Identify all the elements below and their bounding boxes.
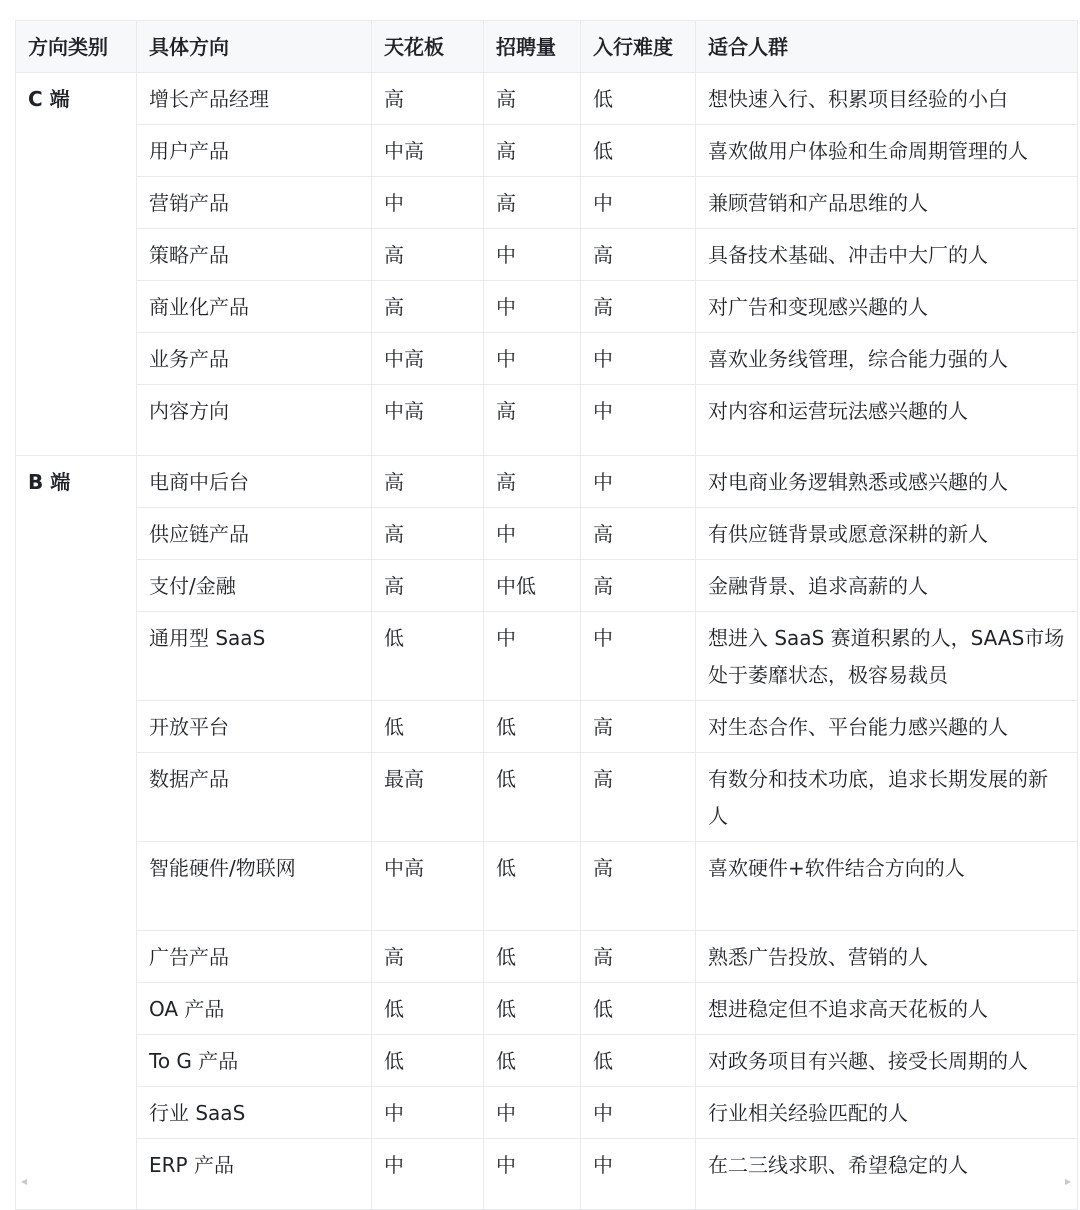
category-cell-b: B 端 xyxy=(16,456,137,1210)
table-row xyxy=(16,560,1078,612)
cell-hiring: 低 xyxy=(484,1035,581,1087)
table-row xyxy=(16,508,1078,560)
cell-ceiling: 中 xyxy=(372,1087,484,1139)
horizontal-scrollbar[interactable] xyxy=(15,1178,1077,1185)
cell-difficulty: 中 xyxy=(581,456,696,508)
cell-direction: 智能硬件/物联网 xyxy=(137,842,372,931)
direction-comparison-table-container xyxy=(15,20,1077,1210)
cell-direction: 业务产品 xyxy=(137,333,372,385)
table-row xyxy=(16,1087,1078,1139)
cell-difficulty: 中 xyxy=(581,333,696,385)
table-row xyxy=(16,701,1078,753)
cell-hiring: 中 xyxy=(484,1087,581,1139)
table-row xyxy=(16,842,1078,931)
header-category: 方向类别 xyxy=(16,21,137,73)
cell-hiring: 低 xyxy=(484,931,581,983)
scroll-left-arrow-icon[interactable]: ◀ xyxy=(21,1177,28,1186)
cell-audience: 喜欢做用户体验和生命周期管理的人 xyxy=(696,125,1078,177)
cell-hiring: 高 xyxy=(484,177,581,229)
cell-audience: 想进稳定但不追求高天花板的人 xyxy=(696,983,1078,1035)
cell-difficulty: 中 xyxy=(581,612,696,701)
cell-audience: 喜欢硬件+软件结合方向的人 xyxy=(696,842,1078,931)
cell-difficulty: 低 xyxy=(581,1035,696,1087)
cell-direction: 供应链产品 xyxy=(137,508,372,560)
cell-audience: 想快速入行、积累项目经验的小白 xyxy=(696,73,1078,125)
table-row xyxy=(16,73,1078,125)
cell-difficulty: 高 xyxy=(581,701,696,753)
table-row xyxy=(16,456,1078,508)
cell-difficulty: 高 xyxy=(581,508,696,560)
cell-hiring: 中 xyxy=(484,508,581,560)
cell-hiring: 低 xyxy=(484,983,581,1035)
cell-direction: 通用型 SaaS xyxy=(137,612,372,701)
cell-hiring: 高 xyxy=(484,456,581,508)
cell-ceiling: 高 xyxy=(372,560,484,612)
header-ceiling: 天花板 xyxy=(372,21,484,73)
header-direction: 具体方向 xyxy=(137,21,372,73)
cell-ceiling: 高 xyxy=(372,508,484,560)
table-row xyxy=(16,1139,1078,1210)
cell-audience: 喜欢业务线管理，综合能力强的人 xyxy=(696,333,1078,385)
table-row xyxy=(16,983,1078,1035)
table-row xyxy=(16,612,1078,701)
table-row xyxy=(16,229,1078,281)
cell-ceiling: 中高 xyxy=(372,385,484,456)
cell-hiring: 中 xyxy=(484,281,581,333)
cell-ceiling: 低 xyxy=(372,612,484,701)
cell-ceiling: 中高 xyxy=(372,125,484,177)
cell-hiring: 低 xyxy=(484,701,581,753)
cell-ceiling: 高 xyxy=(372,281,484,333)
cell-difficulty: 低 xyxy=(581,73,696,125)
cell-ceiling: 高 xyxy=(372,456,484,508)
cell-direction: 内容方向 xyxy=(137,385,372,456)
cell-direction: 数据产品 xyxy=(137,753,372,842)
cell-ceiling: 高 xyxy=(372,229,484,281)
table-row xyxy=(16,385,1078,456)
cell-ceiling: 低 xyxy=(372,701,484,753)
cell-audience: 行业相关经验匹配的人 xyxy=(696,1087,1078,1139)
cell-direction: 广告产品 xyxy=(137,931,372,983)
table-header-row xyxy=(16,21,1078,73)
cell-ceiling: 低 xyxy=(372,983,484,1035)
header-hiring-volume: 招聘量 xyxy=(484,21,581,73)
cell-audience: 对内容和运营玩法感兴趣的人 xyxy=(696,385,1078,456)
cell-difficulty: 中 xyxy=(581,1139,696,1210)
cell-hiring: 中 xyxy=(484,612,581,701)
cell-ceiling: 中 xyxy=(372,1139,484,1210)
cell-direction: 增长产品经理 xyxy=(137,73,372,125)
cell-audience: 具备技术基础、冲击中大厂的人 xyxy=(696,229,1078,281)
cell-direction: 支付/金融 xyxy=(137,560,372,612)
cell-audience: 有供应链背景或愿意深耕的新人 xyxy=(696,508,1078,560)
cell-hiring: 低 xyxy=(484,842,581,931)
cell-audience: 对广告和变现感兴趣的人 xyxy=(696,281,1078,333)
cell-direction: To G 产品 xyxy=(137,1035,372,1087)
table-row xyxy=(16,125,1078,177)
cell-direction: OA 产品 xyxy=(137,983,372,1035)
cell-ceiling: 中高 xyxy=(372,333,484,385)
cell-hiring: 低 xyxy=(484,753,581,842)
cell-ceiling: 中高 xyxy=(372,842,484,931)
cell-audience: 对生态合作、平台能力感兴趣的人 xyxy=(696,701,1078,753)
table-row xyxy=(16,753,1078,842)
scroll-right-arrow-icon[interactable]: ▶ xyxy=(1064,1177,1071,1186)
cell-hiring: 中 xyxy=(484,229,581,281)
category-cell-c: C 端 xyxy=(16,73,137,456)
cell-direction: ERP 产品 xyxy=(137,1139,372,1210)
table-row xyxy=(16,281,1078,333)
cell-direction: 电商中后台 xyxy=(137,456,372,508)
cell-ceiling: 低 xyxy=(372,1035,484,1087)
cell-direction: 开放平台 xyxy=(137,701,372,753)
cell-hiring: 高 xyxy=(484,73,581,125)
cell-difficulty: 高 xyxy=(581,842,696,931)
cell-ceiling: 中 xyxy=(372,177,484,229)
cell-ceiling: 最高 xyxy=(372,753,484,842)
cell-direction: 策略产品 xyxy=(137,229,372,281)
cell-hiring: 中 xyxy=(484,1139,581,1210)
cell-audience: 金融背景、追求高薪的人 xyxy=(696,560,1078,612)
cell-difficulty: 中 xyxy=(581,385,696,456)
table-row xyxy=(16,1035,1078,1087)
cell-direction: 商业化产品 xyxy=(137,281,372,333)
cell-hiring: 中 xyxy=(484,333,581,385)
direction-comparison-table xyxy=(15,20,1078,1210)
cell-direction: 用户产品 xyxy=(137,125,372,177)
table-row xyxy=(16,177,1078,229)
cell-difficulty: 低 xyxy=(581,125,696,177)
cell-difficulty: 高 xyxy=(581,560,696,612)
cell-difficulty: 中 xyxy=(581,1087,696,1139)
cell-hiring: 高 xyxy=(484,125,581,177)
cell-difficulty: 高 xyxy=(581,753,696,842)
cell-audience: 熟悉广告投放、营销的人 xyxy=(696,931,1078,983)
cell-difficulty: 高 xyxy=(581,229,696,281)
table-row xyxy=(16,333,1078,385)
cell-ceiling: 高 xyxy=(372,931,484,983)
cell-hiring: 高 xyxy=(484,385,581,456)
table-row xyxy=(16,931,1078,983)
cell-audience: 对电商业务逻辑熟悉或感兴趣的人 xyxy=(696,456,1078,508)
cell-audience: 兼顾营销和产品思维的人 xyxy=(696,177,1078,229)
cell-difficulty: 高 xyxy=(581,281,696,333)
cell-difficulty: 中 xyxy=(581,177,696,229)
cell-difficulty: 低 xyxy=(581,983,696,1035)
header-target-audience: 适合人群 xyxy=(696,21,1078,73)
cell-audience: 在二三线求职、希望稳定的人 xyxy=(696,1139,1078,1210)
cell-ceiling: 高 xyxy=(372,73,484,125)
cell-difficulty: 高 xyxy=(581,931,696,983)
cell-direction: 营销产品 xyxy=(137,177,372,229)
cell-direction: 行业 SaaS xyxy=(137,1087,372,1139)
cell-audience: 有数分和技术功底，追求长期发展的新人 xyxy=(696,753,1078,842)
header-entry-difficulty: 入行难度 xyxy=(581,21,696,73)
cell-audience: 对政务项目有兴趣、接受长周期的人 xyxy=(696,1035,1078,1087)
cell-audience: 想进入 SaaS 赛道积累的人，SAAS市场处于萎靡状态，极容易裁员 xyxy=(696,612,1078,701)
cell-hiring: 中低 xyxy=(484,560,581,612)
